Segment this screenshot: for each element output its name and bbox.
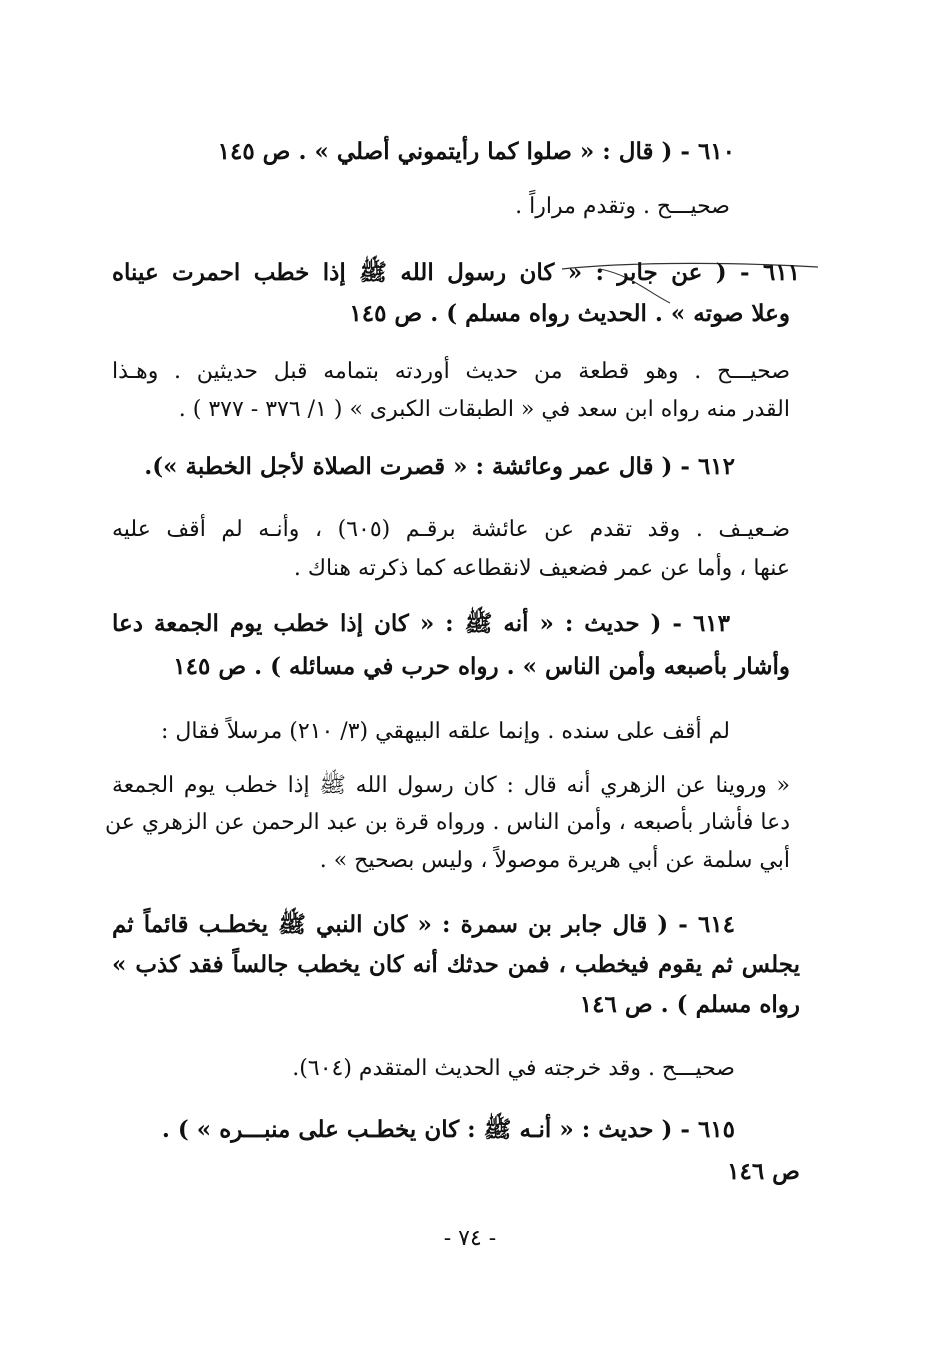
hadith-614-line-2: يجلس ثم يقوم فيخطب ، فمن حدثك أنه كان يخطب جالساً فقد كذب » [112,951,800,978]
page-number: - ٧٤ - [443,1226,497,1251]
hadith-612-line-1: ٦١٢ - ( قال عمر وعائشة : « قصرت الصلاة لأجل الخطبة »). [144,453,735,480]
comment-613-line-3: دعا فأشار بأصبعه ، وأمن الناس . ورواه قرة بن عبد الرحمن عن الزهري عن [105,810,790,835]
comment-611-line-1: صحيـــح . وهو قطعة من حديث أوردته بتمامه قبل حديثين . وهـذا [112,359,790,384]
comment-610-line-1: صحيـــح . وتقدم مراراً . [515,194,730,219]
hadith-615-line-2: ص ١٤٦ [727,1158,800,1185]
comment-611-line-2: القدر منه رواه ابن سعد في « الطبقات الكبرى » ( ١/ ٣٧٦ - ٣٧٧ ) . [178,397,790,422]
comment-613-line-2: « وروينا عن الزهري أنه قال : كان رسول الله ﷺ إذا خطب يوم الجمعة [112,773,790,798]
hadith-615-line-1: ٦١٥ - ( حديث : « أنـه ﷺ : كان يخطـب على منبـــره » ) . [161,1116,735,1143]
comment-613-line-4: أبي سلمة عن أبي هريرة موصولاً ، وليس بصحيح » . [319,848,790,873]
comment-612-line-2: عنها ، وأما عن عمر فضعيف لانقطاعه كما ذكرته هناك . [293,556,790,581]
hadith-611-line-1: ٦١١ - ( عن جابر : « كان رسول الله ﷺ إذا خطب احمرت عيناه [112,259,800,286]
comment-614-line-1: صحيـــح . وقد خرجته في الحديث المتقدم (٦٠٤). [292,1056,735,1081]
comment-612-line-1: ضـعيـف . وقد تقدم عن عائشة برقـم (٦٠٥) ، وأنـه لم أقف عليه [112,517,790,542]
hadith-613-line-1: ٦١٣ - ( حديث : « أنه ﷺ : « كان إذا خطب يوم الجمعة دعا [112,610,730,637]
hadith-614-line-1: ٦١٤ - ( قال جابر بن سمرة : « كان النبي ﷺ يخطـب قائماً ثم [112,911,735,938]
comment-613-line-1: لم أقف على سنده . وإنما علقه البيهقي (٣/ ٢١٠) مرسلاً فقال : [161,719,730,744]
hadith-614-line-3: رواه مسلم ) . ص ١٤٦ [579,991,800,1018]
hadith-611-line-2: وعلا صوته » . الحديث رواه مسلم ) . ص ١٤٥ [349,300,790,327]
hadith-610-line-1: ٦١٠ - ( قال : « صلوا كما رأيتموني أصلي » . ص ١٤٥ [217,138,735,165]
hadith-613-line-2: وأشار بأصبعه وأمن الناس » . رواه حرب في مسائله ) . ص ١٤٥ [173,653,790,680]
